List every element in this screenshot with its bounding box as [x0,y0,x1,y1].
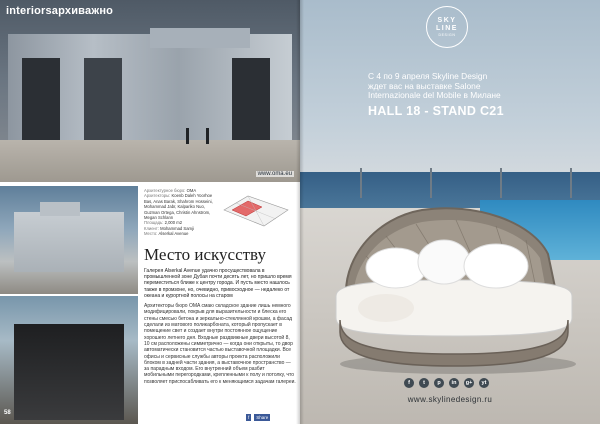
credit-line: Архитектурное бюро: OMA [144,188,197,193]
twitter-icon[interactable]: t [419,378,429,388]
building-door [232,58,270,140]
railing-post [570,168,572,198]
section-tagline: interiorsархиважно [6,5,114,17]
railing-post [430,168,432,198]
building-block [14,212,124,272]
credit-line: Клиент: Mohammad Samji [144,225,194,231]
project-credits [144,188,214,237]
building-door [84,58,122,140]
advert-line: ждет вас на выставке Salone [368,80,481,91]
social-icons [404,378,489,388]
person-figure [206,128,209,144]
railing-post [360,168,362,198]
advert-line: С 4 по 9 апреля Skyline Design [368,71,488,81]
article-body: Архитекторы бюро OMA смаю складское здание лишь немного модифицировали, покрыв для выразительности и блеска его стены смесью бетона и зеркально-стеклянной крошки, а фасад сделали из матового поликарбоната, который пропускает в помещение свет и создает внутри постоянное ощущение хорошего летнего дня. Входные раздвижные двери высотой 8, 10 см расположены симметрично — когда они открыты, то двор автоматически становится частью выставочной площадки. Все офисы и сервисные службы авторы проекта расположили блоком в задней части здания, а выставочное пространство — за парадным входом. Его внутренний объем разбит мобильными перегородками, крепленными к полу и потолку, что позволяет приспосабливать его к меняющимся задачам галереи. [144,303,296,385]
page-gutter [296,0,304,424]
article-title: Место искусству [144,244,266,264]
building-door [22,58,60,140]
page-number: 58 [4,410,11,416]
photo-credit: www.oma.eu [257,171,292,177]
googleplus-icon[interactable]: g+ [465,380,473,386]
dark-building [14,324,124,420]
share-bar [246,414,270,421]
skyline-logo: SKY LINE DESIGN [426,6,468,48]
share-button[interactable]: Share [256,415,269,420]
credit-line: Место: Alserkal Avenue [144,231,189,237]
building-block [40,202,80,216]
building-night-photo [0,296,138,424]
advert-text [368,72,592,118]
railing-post [500,168,502,198]
youtube-icon[interactable]: yt [479,378,489,388]
hall-stand: HALL 18 - STAND C21 [368,103,504,118]
person-figure [186,128,189,144]
hero-photo [0,0,300,182]
facebook-icon[interactable]: f [248,415,250,420]
credit-line: Архитекторы: Koenb Daleh Yoorhoe Bas, Anas Barak, Shahrom Hosseini, Mohammad Jabr, Kalpariko Nuo, Guzman Ortega, Christin Ahnstrom, Megan Schlann [144,193,213,221]
facebook-icon[interactable]: f [404,378,414,388]
building-roof [150,28,250,48]
building-side-photo [0,186,138,294]
floor-plan-diagram [218,188,294,232]
right-page-advert [300,0,600,424]
credit-line: Площадь: 2,000 m2 [144,220,183,226]
article-lead: Галерея Alserkal Avenue удачно просуществовала в промышленной зоне Дубая почти десять лет, но пришло время переместиться ближе к центру города. И пусть место нашлось также в промзоне, но, очевидно, привосходное — недалеко от океана и курортной полосы на старом [144,267,292,299]
article-column [144,188,296,385]
linkedin-icon[interactable]: in [449,378,459,388]
advert-line: Internazionale del Mobile в Милане [368,90,501,101]
website-url[interactable]: www.skylinedesign.ru [407,395,493,404]
pinterest-icon[interactable]: p [434,378,444,388]
daybed-sofa-illustration [326,196,578,378]
